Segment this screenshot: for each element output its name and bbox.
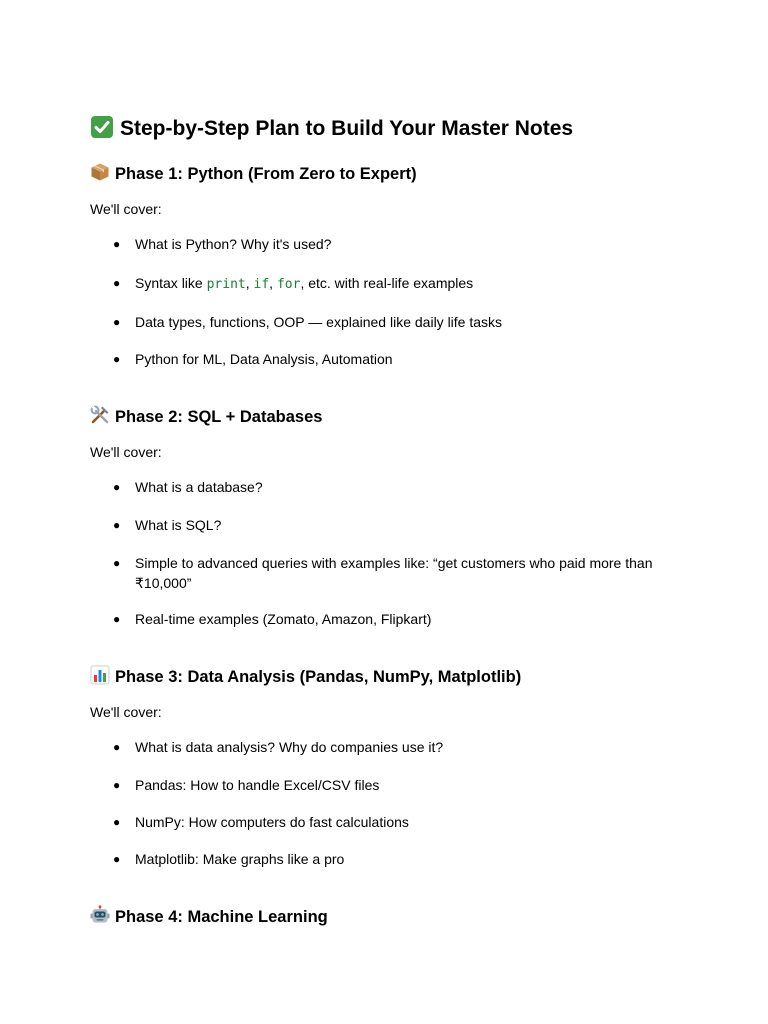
phase-2-intro: We'll cover: <box>90 444 162 460</box>
phase-2-heading-text: Phase 2: SQL + Databases <box>115 408 323 426</box>
list-item-text: Matplotlib: Make graphs like a pro <box>135 851 345 867</box>
list-item-text: What is Python? Why it's used? <box>135 236 332 252</box>
list-item <box>113 812 673 832</box>
phase-1-heading <box>90 162 417 185</box>
inline-code: print <box>206 277 246 292</box>
inline-code: for <box>276 277 301 292</box>
phase-4-heading-text: Phase 4: Machine Learning <box>115 908 328 926</box>
list-item-text: Simple to advanced queries with examples like: “get customers who paid more than ₹10,000” <box>135 555 653 591</box>
list-item-text: Data types, functions, OOP — explained like daily life tasks <box>135 314 503 330</box>
bullet-icon: ● <box>113 352 121 366</box>
list-item-text: Real-time examples (Zomato, Amazon, Flipkart) <box>135 611 432 627</box>
list-item <box>113 349 673 369</box>
list-item-text: NumPy: How computers do fast calculations <box>135 814 409 830</box>
list-item <box>113 775 673 795</box>
phase-1-intro: We'll cover: <box>90 201 162 217</box>
list-item <box>113 609 673 629</box>
list-item <box>113 312 673 332</box>
bullet-icon: ● <box>113 556 121 570</box>
text-segment: , <box>245 275 254 291</box>
list-item-text: Python for ML, Data Analysis, Automation <box>135 351 393 367</box>
phase-2-heading <box>90 405 322 428</box>
list-item <box>113 737 673 757</box>
check-mark-icon <box>90 115 114 139</box>
list-item-text: What is a database? <box>135 479 263 495</box>
bullet-icon: ● <box>113 276 121 290</box>
list-item-text: What is data analysis? Why do companies use it? <box>135 739 444 755</box>
phase-3-heading-text: Phase 3: Data Analysis (Pandas, NumPy, Matplotlib) <box>115 668 522 686</box>
list-item-text: What is SQL? <box>135 517 222 533</box>
list-item <box>113 273 673 295</box>
document-title <box>90 115 573 143</box>
inline-code: if <box>253 277 270 292</box>
text-segment: Syntax like <box>135 275 207 291</box>
phase-3-intro: We'll cover: <box>90 704 162 720</box>
bullet-icon: ● <box>113 612 121 626</box>
bullet-icon: ● <box>113 852 121 866</box>
bullet-icon: ● <box>113 740 121 754</box>
list-item-text: Pandas: How to handle Excel/CSV files <box>135 777 380 793</box>
document-title-text: Step-by-Step Plan to Build Your Master Notes <box>120 117 574 140</box>
bullet-icon: ● <box>113 815 121 829</box>
phase-3-heading <box>90 665 521 688</box>
phase-4-heading <box>90 905 328 928</box>
bullet-icon: ● <box>113 237 121 251</box>
list-item <box>113 849 673 869</box>
robot-icon <box>90 905 110 925</box>
text-segment: , etc. with real-life examples <box>300 275 474 291</box>
list-item <box>113 477 673 497</box>
list-item <box>113 515 673 535</box>
phase-1-heading-text: Phase 1: Python (From Zero to Expert) <box>115 165 417 183</box>
tools-icon <box>90 405 110 425</box>
bullet-icon: ● <box>113 778 121 792</box>
bullet-icon: ● <box>113 480 121 494</box>
list-item <box>113 553 673 593</box>
bullet-icon: ● <box>113 518 121 532</box>
bar-chart-icon <box>90 665 110 685</box>
text-segment: , <box>269 275 277 291</box>
list-item-text <box>135 273 673 295</box>
package-icon <box>90 162 110 182</box>
bullet-icon: ● <box>113 315 121 329</box>
list-item <box>113 234 673 254</box>
